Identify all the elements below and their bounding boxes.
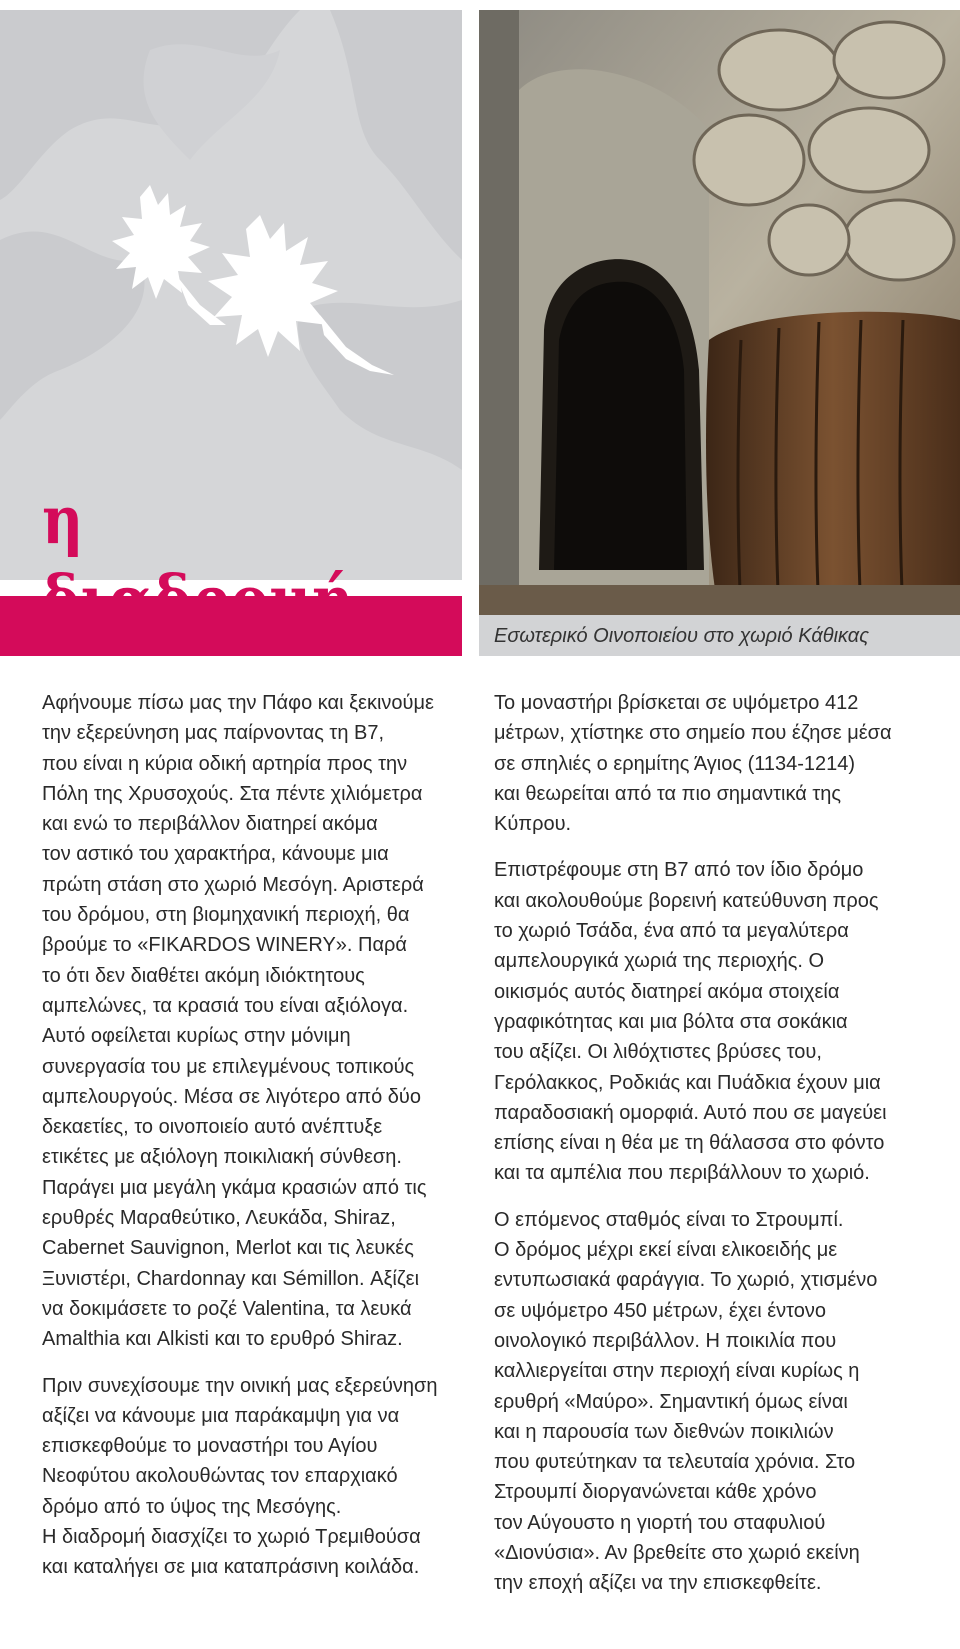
paragraph: Ο επόμενος σταθμός είναι το Στρουμπί. Ο δρόμος μέχρι εκεί είναι ελικοειδής με εντυπωσιακά φαράγγια. Το χωριό, χτισμένο σε υψόμετρο 450 μέτρων, έχει έντονο οινολογικό περιβάλλον. Η ποικιλία που καλλιεργείται στην περιοχή είναι κυρίως η ερυθρή «Μαύρο». Σημαντική όμως είναι και η παρουσία των διεθνών ποικιλιών που φυτεύτηκαν τα τελευταία χρόνια. Στο Στρουμπί διοργανώνεται κάθε χρόνο τον Αύγουστο η γιορτή του σταφυλιού «Διονύσια». Αν βρεθείτε στο χωριό εκείνη την εποχή αξίζει να την επισκεφθείτε.	[494, 1208, 878, 1595]
winery-interior-photo	[479, 10, 960, 615]
accent-bar	[0, 596, 462, 656]
paragraph: Αφήνουμε πίσω μας την Πάφο και ξεκινούμε την εξερεύνηση μας παίρνοντας τη Β7, που είναι η κύρια οδική αρτηρία προς την Πόλη της Χρυσοχούς. Στα πέντε χιλιόμετρα και ενώ το περιβάλλον διατηρεί ακόμα τον αστικό του χαρακτήρα, κάνουμε μια πρώτη στάση στο χωριό Μεσόγη. Αριστερά του δρόμου, στη βιομηχανική περιοχή, θα βρούμε το «FIKARDOS WINERY». Παρά το ότι δεν διαθέτει ακόμη ιδιόκτητους αμπελώνες, τα κρασιά του είναι αξιόλογα. Αυτό οφείλεται κυρίως στην μόνιμη συνεργασία του με επιλεγμένους τοπικούς αμπελουργούς. Μέσα σε λιγότερο από δύο δεκαετίες, το οινοποιείο αυτό ανέπτυξε ετικέτες με αξιόλογη ποικιλιακή σύνθεση. Παράγει μια μεγάλη γκάμα κρασιών από τις ερυθρές Μαραθεύτικο, Λευκάδα, Shiraz, Cabernet Sauvignon, Merlot και τις λευκές Ξυνιστέρι, Chardonnay και Sémillon. Αξίζει να δοκιμάσετε το ροζέ Valentina, τα λευκά Amalthia και Alkisti και το ερυθρό Shiraz.	[42, 692, 434, 1351]
body-column-right	[494, 688, 924, 1615]
paragraph: Το μοναστήρι βρίσκεται σε υψόμετρο 412 μέτρων, χτίστηκε στο σημείο που έζησε μέσα σε σπηλιές ο ερημίτης Άγιος (1134-1214) και θεωρείται από τα πιο σημαντικά της Κύπρου.	[494, 692, 892, 836]
header-panel	[0, 10, 462, 580]
caption-bar	[479, 615, 960, 656]
body-column-left	[42, 688, 472, 1599]
vine-leaf-icon	[110, 175, 410, 415]
photo-caption: Εσωτερικό Οινοποιείου στο χωριό Κάθικας	[494, 625, 869, 647]
paragraph: Πριν συνεχίσουμε την οινική μας εξερεύνηση αξίζει να κάνουμε μια παράκαμψη για να επισκεφθούμε το μοναστήρι του Αγίου Νεοφύτου ακολουθώντας τον επαρχιακό δρόμο από το ύψος της Μεσόγης. Η διαδρομή διασχίζει το χωριό Τρεμιθούσα και καταλήγει σε μια καταπράσινη κοιλάδα.	[42, 1374, 438, 1579]
winery-interior-image	[479, 10, 960, 615]
page-title: η	[42, 481, 85, 559]
paragraph: Επιστρέφουμε στη Β7 από τον ίδιο δρόμο και ακολουθούμε βορεινή κατεύθυνση προς το χωριό Τσάδα, ένα από τα μεγαλύτερα αμπελουργικά χωριά της περιοχής. Ο οικισμός αυτός διατηρεί ακόμα στοιχεία γραφικότητας και μια βόλτα στα σοκάκια του αξίζει. Οι λιθόχτιστες βρύσες του, Γερόλακκος, Ροδκιάς και Πυάδκια έχουν μια παραδοσιακή ομορφιά. Αυτό που σε μαγεύει επίσης είναι η θέα με τη θάλασσα στο φόντο και τα αμπέλια που περιβάλλουν το χωριό.	[494, 859, 887, 1185]
